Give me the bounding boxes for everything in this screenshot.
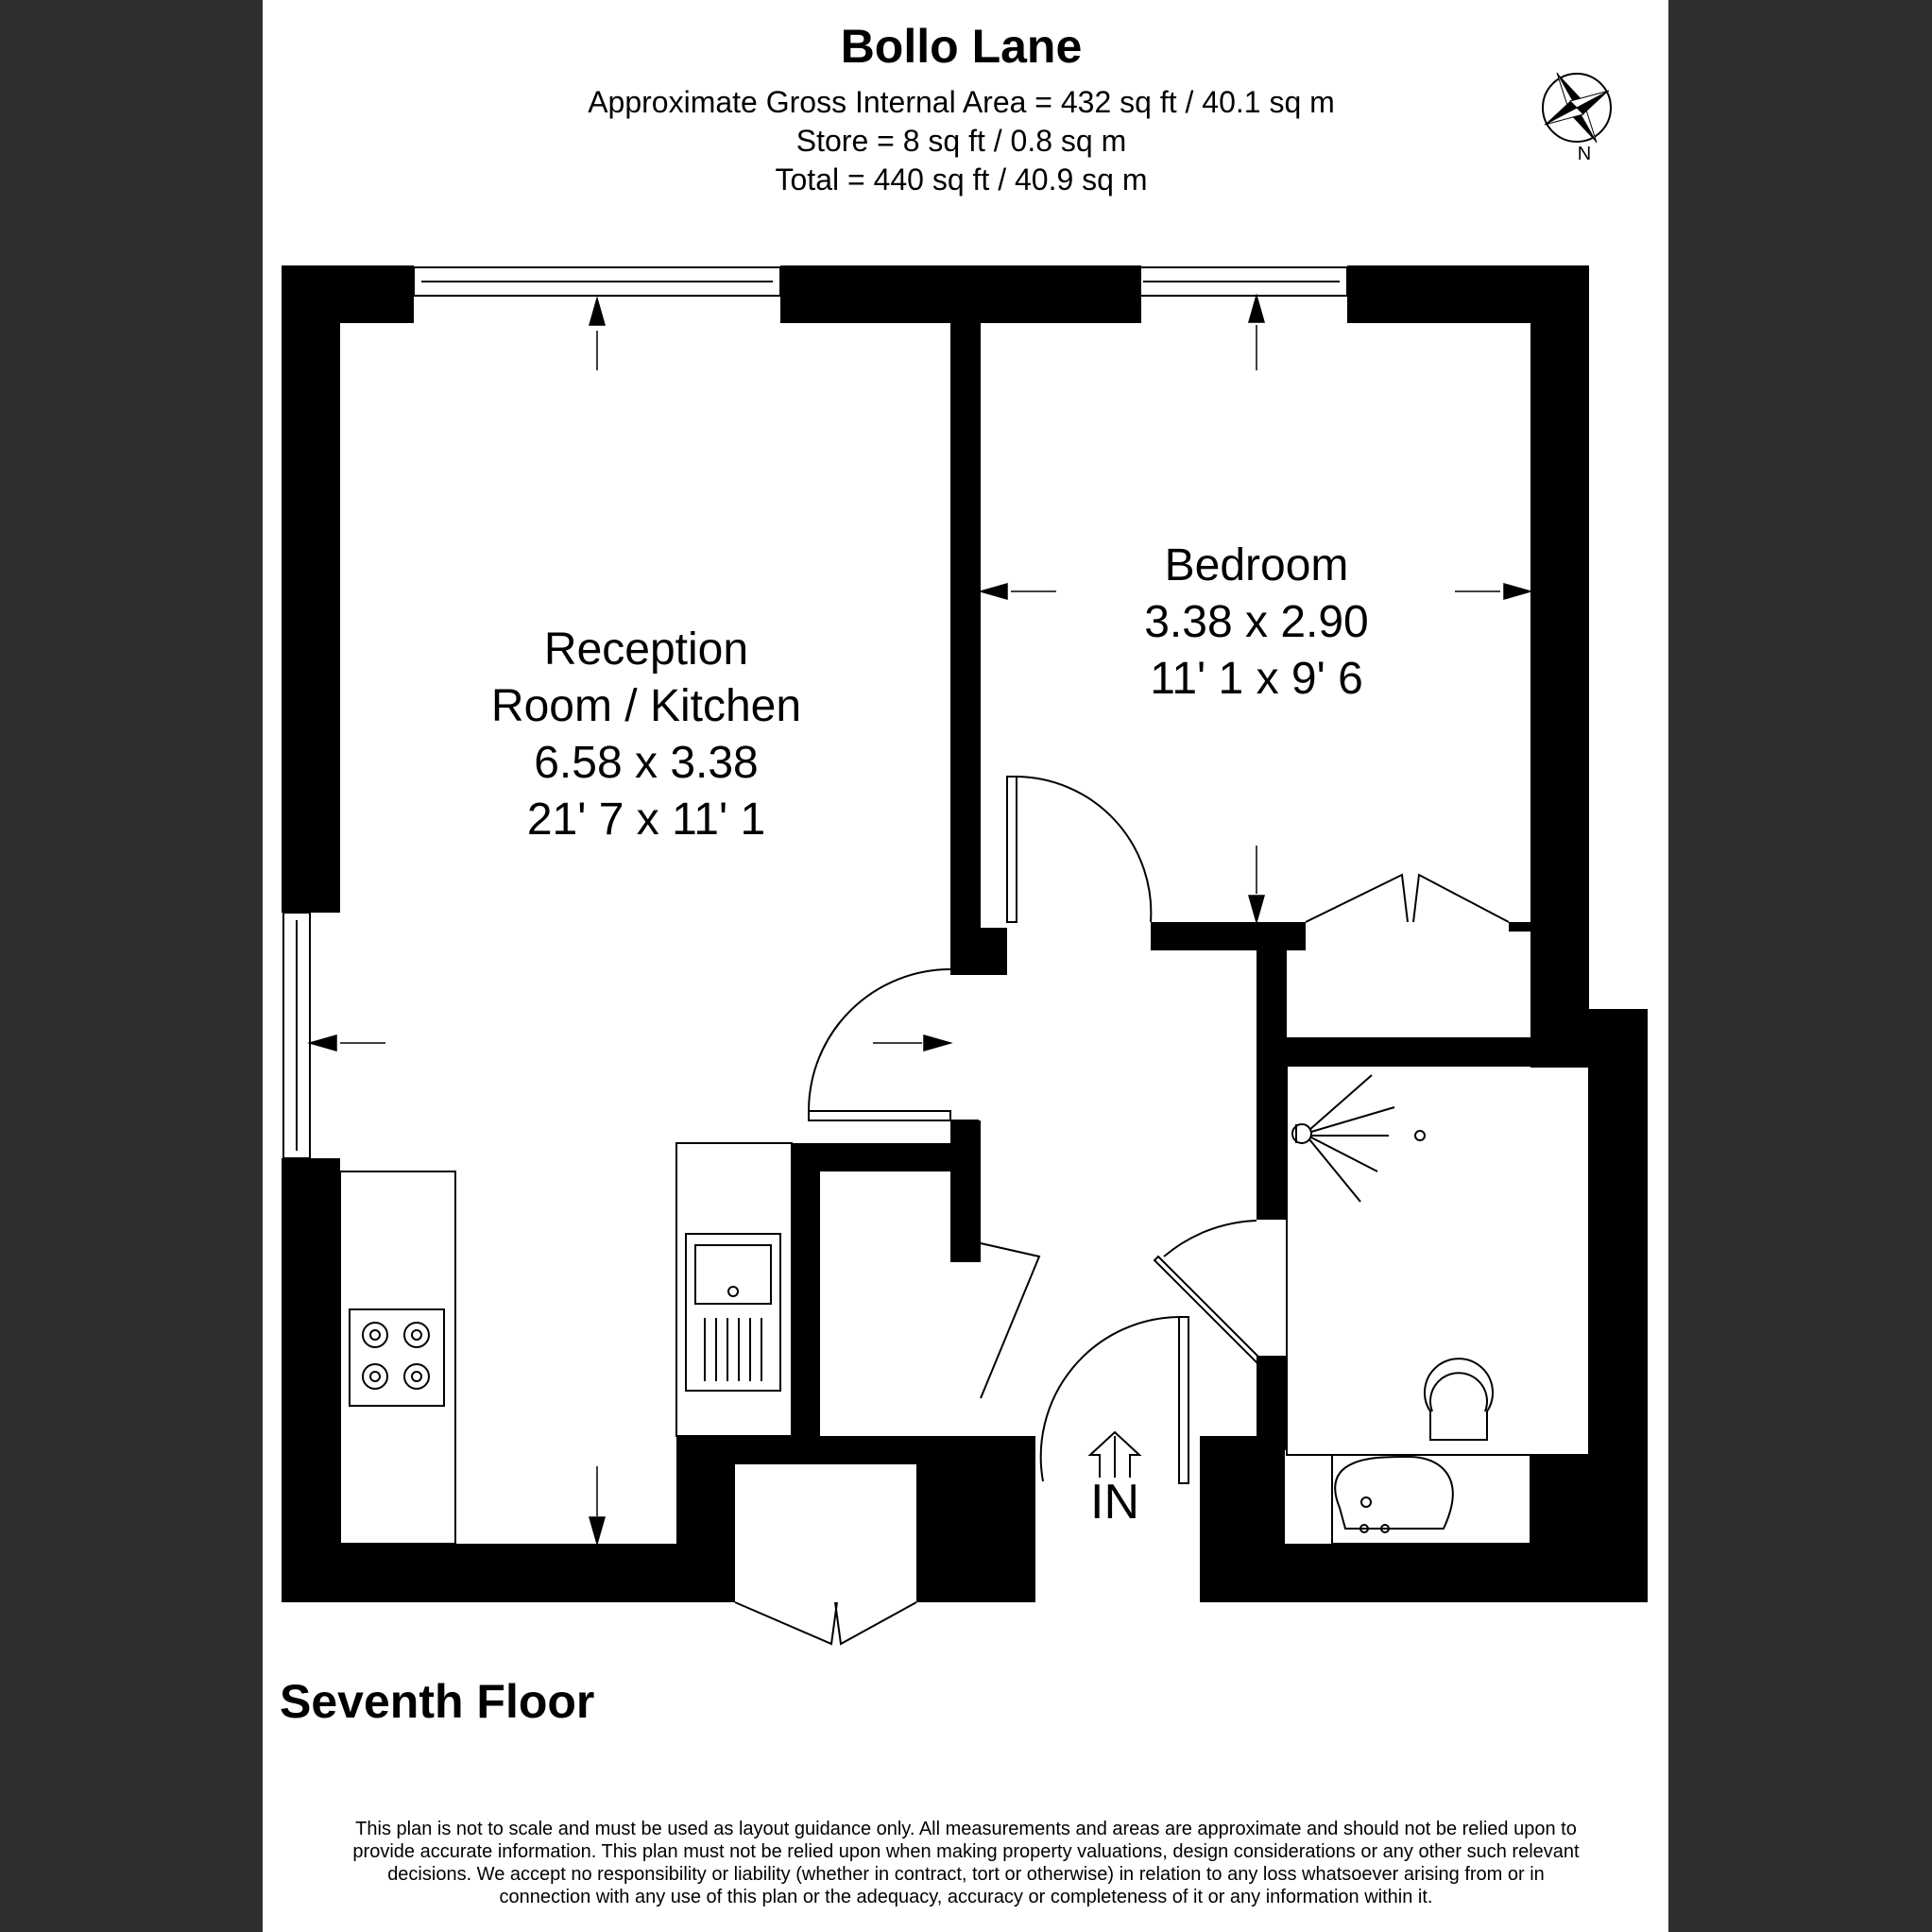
reception-imperial: 21' 7 x 11' 1	[526, 795, 766, 845]
entrance-label: IN	[1090, 1475, 1139, 1530]
bedroom-name: Bedroom	[1164, 540, 1349, 590]
gross-internal-area: Approximate Gross Internal Area = 432 sq ft / 40.1 sq m	[588, 85, 1335, 119]
disclaimer-line: provide accurate information. This plan must not be relied upon when making property valuations, design considerations or any other such relevant	[352, 1841, 1580, 1862]
disclaimer-line: decisions. We accept no responsibility or liability (whether in contract, tort or otherwise) in relation to any loss whatsoever arising from or in	[387, 1864, 1545, 1885]
disclaimer-line: connection with any use of this plan or the adequacy, accuracy or completeness of it or any information within it.	[499, 1887, 1433, 1907]
area-summary	[425, 83, 1497, 199]
reception-name-line2: Room / Kitchen	[490, 681, 802, 731]
bedroom-metric: 3.38 x 2.90	[1144, 597, 1369, 647]
disclaimer	[274, 1818, 1658, 1908]
reception-name-line1: Reception	[543, 624, 749, 675]
store-area: Store = 8 sq ft / 0.8 sq m	[795, 124, 1127, 158]
reception-metric: 6.58 x 3.38	[534, 738, 759, 788]
total-area: Total = 440 sq ft / 40.9 sq m	[775, 162, 1148, 197]
compass-north-label: N	[1577, 144, 1592, 164]
bedroom-label	[1077, 538, 1436, 708]
bedroom-imperial: 11' 1 x 9' 6	[1150, 654, 1363, 704]
disclaimer-line: This plan is not to scale and must be used as layout guidance only. All measurements and areas are approximate and should not be relied upon to	[355, 1819, 1577, 1839]
page-title: Bollo Lane	[840, 20, 1083, 73]
dimension-arrows	[310, 296, 1530, 1544]
compass-icon	[1543, 73, 1611, 143]
entrance-arrow	[1090, 1432, 1139, 1478]
walls	[282, 265, 1648, 1602]
reception-room-label	[453, 622, 839, 848]
floor-label: Seventh Floor	[280, 1675, 595, 1728]
